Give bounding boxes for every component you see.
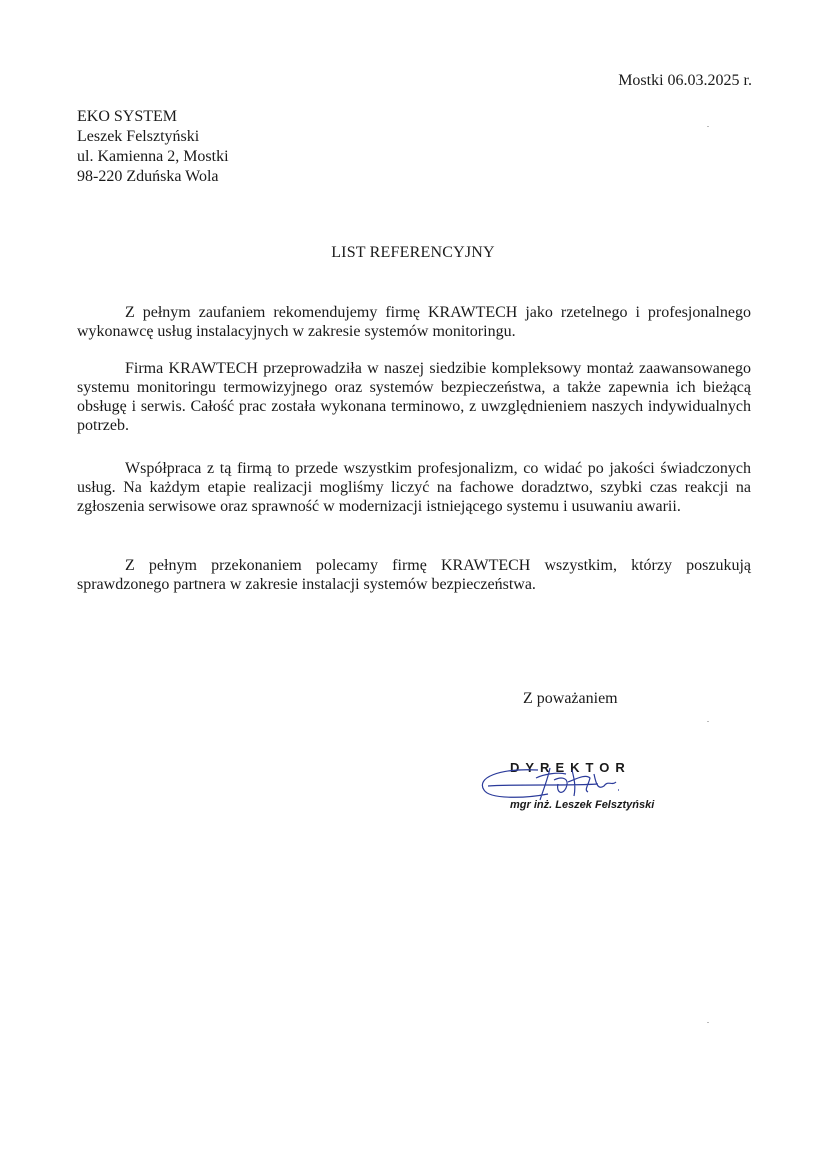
recipient-address — [77, 107, 229, 187]
paragraph-text: Z pełnym zaufaniem rekomendujemy firmę KRAWTECH jako rzetelnego i profesjonalnego wykonawcę usług instalacyjnych w zakresie systemów monitoringu. — [77, 304, 751, 340]
stamp-name: mgr inż. Leszek Felsztyński — [510, 799, 655, 811]
handwritten-signature — [478, 756, 678, 826]
paragraph — [77, 459, 751, 516]
paragraph-text: Firma KRAWTECH przeprowadziła w naszej siedzibie kompleksowy montaż zaawansowanego systemu monitoringu termowizyjnego oraz systemów bezpieczeństwa, a także zapewnia ich bieżącą obsługę i serwis. Całość prac została wykonana terminowo, z uwzględnieniem naszych indywidualnych potrzeb. — [77, 360, 751, 434]
recipient-city: 98-220 Zduńska Wola — [77, 168, 219, 185]
paragraph — [77, 303, 751, 341]
letter-date: Mostki 06.03.2025 r. — [618, 72, 752, 89]
recipient-street: ul. Kamienna 2, Mostki — [77, 148, 229, 165]
signature-stamp — [478, 756, 678, 826]
paragraph-text: Z pełnym przekonaniem polecamy firmę KRAWTECH wszystkim, którzy poszukują sprawdzonego partnera w zakresie instalacji systemów bezpieczeństwa. — [77, 557, 751, 593]
recipient-company: EKO SYSTEM — [77, 108, 178, 125]
closing-salutation: Z poważaniem — [523, 690, 618, 707]
paragraph-text: Współpraca z tą firmą to przede wszystkim profesjonalizm, co widać po jakości świadczonych usług. Na każdym etapie realizacji mogliśmy liczyć na fachowe doradztwo, szybki czas reakcji na zgłoszenia serwisowe oraz sprawność w modernizacji istniejącego systemu i usuwaniu awarii. — [77, 460, 751, 515]
paragraph — [77, 556, 751, 594]
recipient-name: Leszek Felsztyński — [77, 128, 200, 145]
paragraph — [77, 359, 751, 435]
letter-title: LIST REFERENCYJNY — [331, 244, 495, 261]
stamp-title: DYREKTOR — [510, 760, 631, 775]
